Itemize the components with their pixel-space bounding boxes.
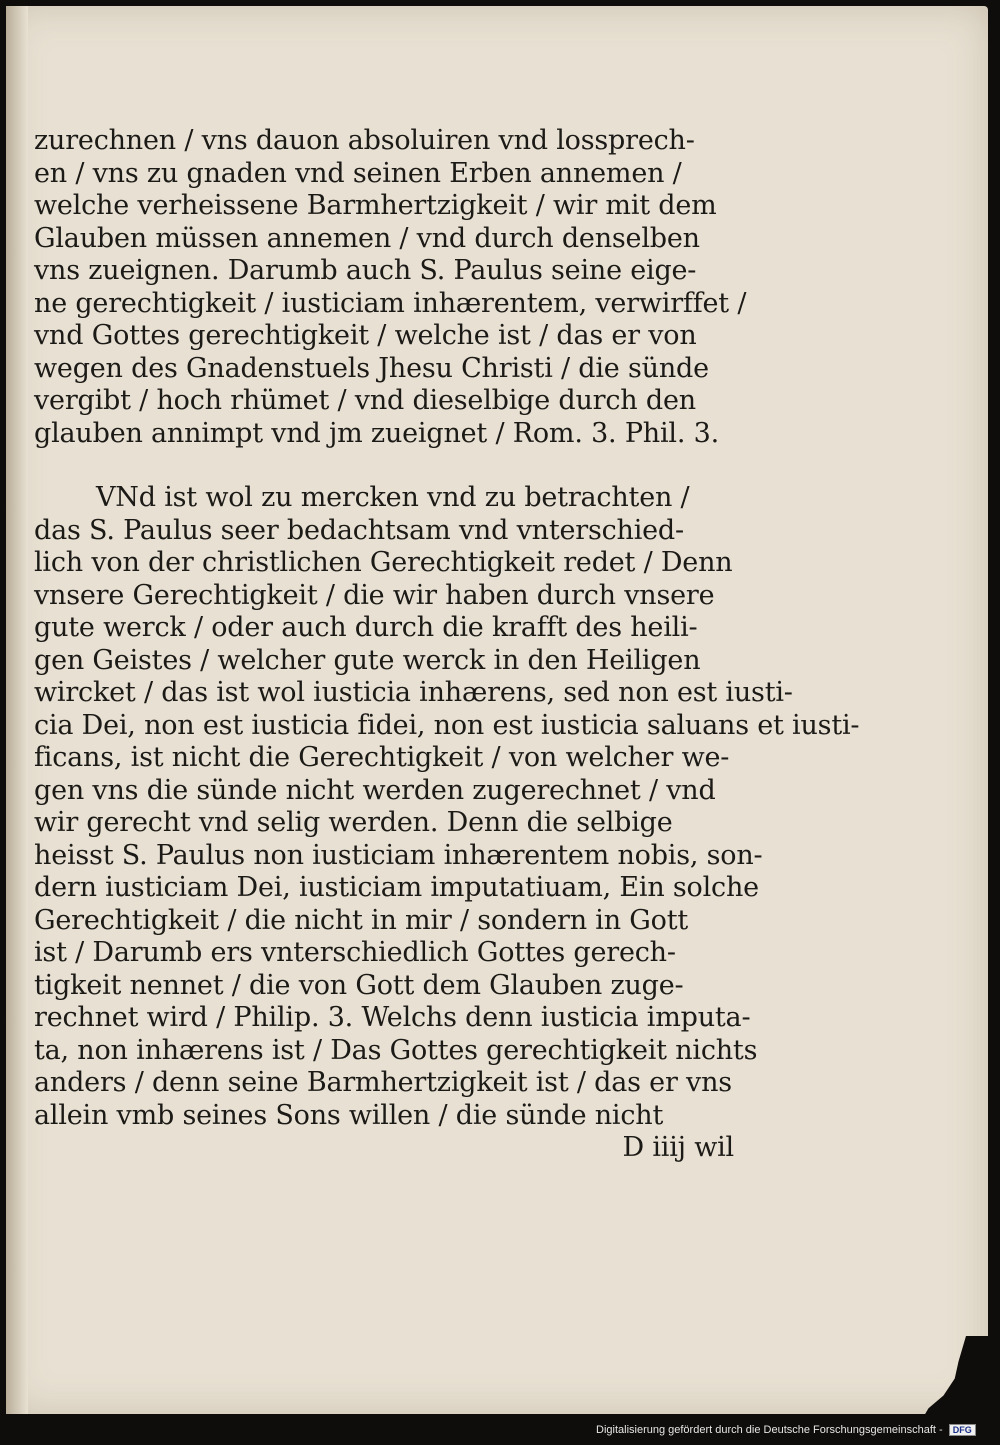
text-line: vns zueignen. Darumb auch S. Paulus seine eige- (34, 255, 697, 286)
text-line: gen vns die sünde nicht werden zugerechnet / vnd (34, 774, 716, 806)
torn-corner (921, 1336, 996, 1421)
dfg-logo: DFG (949, 1424, 976, 1436)
text-line: Gerechtigkeit / die nicht in mir / sondern in Gott (34, 904, 689, 936)
text-line: ta, non inhærens ist / Das Gottes gerechtigkeit nichts (34, 1034, 758, 1066)
text-line: ficans, ist nicht die Gerechtigkeit / von welcher we- (34, 742, 730, 773)
text-line: anders / denn seine Barmhertzigkeit ist / das er vns (34, 1067, 732, 1098)
signature-catchword: D iiij wil (622, 1132, 734, 1163)
text-line: lich von der christlichen Gerechtigkeit redet / Denn (34, 547, 733, 578)
text-line: ne gerechtigkeit / iusticiam inhærentem, verwirffet / (34, 287, 747, 319)
text-line: zurechnen / vns dauon absoluiren vnd lossprech- (34, 125, 695, 156)
paragraph-1 (34, 125, 747, 450)
text-line: en / vns zu gnaden vnd seinen Erben annemen / (34, 157, 682, 189)
text-line: vergibt / hoch rhümet / vnd dieselbige durch den (34, 385, 696, 416)
text-line: das S. Paulus seer bedachtsam vnd vnterschied- (34, 514, 684, 546)
text-line: tigkeit nennet / die von Gott dem Glauben zuge- (34, 969, 684, 1001)
paragraph-2 (34, 482, 860, 1132)
text-line: rechnet wird / Philip. 3. Welchs denn iusticia imputa- (34, 1002, 751, 1033)
text-line: gen Geistes / welcher gute werck in den Heiligen (34, 644, 701, 676)
text-line: VNd ist wol zu mercken vnd zu betrachten / (96, 482, 690, 513)
text-line: gute werck / oder auch durch die krafft des heili- (34, 612, 698, 643)
text-line: dern iusticiam Dei, iusticiam imputatiuam, Ein solche (34, 872, 759, 903)
text-line: heisst S. Paulus non iusticiam inhærentem nobis, son- (34, 839, 763, 871)
text-line: wircket / das ist wol iusticia inhærens, sed non est iusti- (34, 677, 793, 708)
footer-credit (596, 1424, 996, 1440)
page-text (34, 125, 860, 1165)
footer-text: Digitalisierung gefördert durch die Deutsche Forschungsgemeinschaft - (596, 1424, 943, 1436)
text-line: wegen des Gnadenstuels Jhesu Christi / die sünde (34, 352, 709, 384)
text-line: allein vmb seines Sons willen / die sünde nicht (34, 1099, 664, 1131)
text-line: cia Dei, non est iusticia fidei, non est iusticia saluans et iusti- (34, 709, 860, 741)
text-line: vnsere Gerechtigkeit / die wir haben durch vnsere (34, 579, 715, 611)
text-line: vnd Gottes gerechtigkeit / welche ist / das er von (34, 320, 697, 351)
text-line: wir gerecht vnd selig werden. Denn die selbige (34, 807, 673, 838)
text-line: welche verheissene Barmhertzigkeit / wir mit dem (34, 190, 717, 221)
text-line: ist / Darumb ers vnterschiedlich Gottes gerech- (34, 937, 676, 968)
text-line: glauben annimpt vnd jm zueignet / Rom. 3. Phil. 3. (34, 417, 719, 449)
text-line: Glauben müssen annemen / vnd durch denselben (34, 222, 700, 254)
